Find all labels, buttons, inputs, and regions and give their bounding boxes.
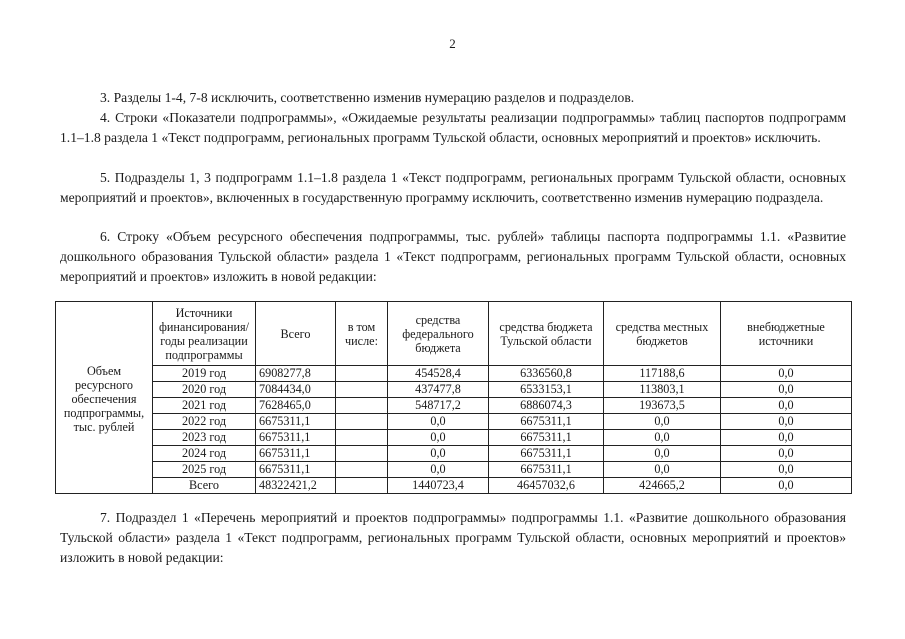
cell-federal: 0,0 [388, 446, 489, 462]
cell-empty [336, 414, 388, 430]
paragraph-4: 4. Строки «Показатели подпрограммы», «Ожидаемые результаты реализации подпрограммы» таблиц паспортов подпрограмм 1.1–1.8 раздела 1 «Текст подпрограмм, региональных программ Тульской области, основных мероприятий и проектов» исключить. [60, 110, 846, 145]
page-number: 2 [449, 36, 456, 51]
cell-regional: 6675311,1 [489, 430, 604, 446]
cell-empty [336, 430, 388, 446]
cell-regional: 6533153,1 [489, 382, 604, 398]
cell-offbudget: 0,0 [721, 478, 852, 494]
cell-empty [336, 446, 388, 462]
paragraph-6: 6. Строку «Объем ресурсного обеспечения подпрограммы, тыс. рублей» таблицы паспорта подпрограммы 1.1. «Развитие дошкольного образования Тульской области» раздела 1 «Текст подпрограмм, региональных программ Тульской области, основных мероприятий и проектов» изложить в новой редакции: [60, 229, 846, 284]
cell-regional: 6336560,8 [489, 366, 604, 382]
cell-regional: 46457032,6 [489, 478, 604, 494]
table-row [56, 446, 852, 462]
cell-local: 113803,1 [604, 382, 721, 398]
cell-empty [336, 478, 388, 494]
table-row [56, 462, 852, 478]
cell-local: 193673,5 [604, 398, 721, 414]
cell-offbudget: 0,0 [721, 366, 852, 382]
side-label-cell: Объем ресурсного обеспечения подпрограммы, тыс. рублей [56, 302, 153, 494]
cell-federal: 454528,4 [388, 366, 489, 382]
cell-federal: 548717,2 [388, 398, 489, 414]
cell-empty [336, 462, 388, 478]
cell-offbudget: 0,0 [721, 462, 852, 478]
cell-total: 6675311,1 [256, 414, 336, 430]
header-local: средства местных бюджетов [604, 302, 721, 366]
cell-regional: 6675311,1 [489, 446, 604, 462]
cell-year: Всего [153, 478, 256, 494]
cell-year: 2023 год [153, 430, 256, 446]
table-header-row [56, 302, 852, 366]
cell-local: 117188,6 [604, 366, 721, 382]
cell-offbudget: 0,0 [721, 430, 852, 446]
cell-federal: 0,0 [388, 430, 489, 446]
header-including: в том числе: [336, 302, 388, 366]
table-row [56, 414, 852, 430]
cell-total: 6675311,1 [256, 446, 336, 462]
cell-total: 7628465,0 [256, 398, 336, 414]
cell-total: 7084434,0 [256, 382, 336, 398]
cell-total: 6675311,1 [256, 462, 336, 478]
paragraph-5: 5. Подразделы 1, 3 подпрограмм 1.1–1.8 раздела 1 «Текст подпрограмм, региональных программ Тульской области, основных мероприятий и проектов», включенных в государственную программу исключить, соответственно изменив нумерацию подраздела. [60, 170, 846, 205]
cell-empty [336, 382, 388, 398]
cell-federal: 1440723,4 [388, 478, 489, 494]
cell-empty [336, 398, 388, 414]
table-row [56, 366, 852, 382]
cell-local: 0,0 [604, 430, 721, 446]
cell-local: 0,0 [604, 462, 721, 478]
header-offbudget: внебюджетные источники [721, 302, 852, 366]
cell-offbudget: 0,0 [721, 382, 852, 398]
cell-regional: 6675311,1 [489, 462, 604, 478]
table-row [56, 398, 852, 414]
cell-local: 424665,2 [604, 478, 721, 494]
cell-offbudget: 0,0 [721, 398, 852, 414]
cell-federal: 437477,8 [388, 382, 489, 398]
cell-empty [336, 366, 388, 382]
cell-total: 48322421,2 [256, 478, 336, 494]
table-row [56, 430, 852, 446]
header-sources: Источники финансирования/ годы реализации подпрограммы [153, 302, 256, 366]
cell-year: 2022 год [153, 414, 256, 430]
cell-regional: 6886074,3 [489, 398, 604, 414]
table-row [56, 478, 852, 494]
header-federal: средства федерального бюджета [388, 302, 489, 366]
cell-local: 0,0 [604, 414, 721, 430]
paragraph-3: 3. Разделы 1-4, 7-8 исключить, соответственно изменив нумерацию разделов и подразделов. [100, 90, 635, 105]
cell-local: 0,0 [604, 446, 721, 462]
cell-total: 6675311,1 [256, 430, 336, 446]
cell-regional: 6675311,1 [489, 414, 604, 430]
header-regional: средства бюджета Тульской области [489, 302, 604, 366]
header-total: Всего [256, 302, 336, 366]
table-row [56, 382, 852, 398]
resource-table [55, 301, 852, 494]
cell-total: 6908277,8 [256, 366, 336, 382]
cell-year: 2024 год [153, 446, 256, 462]
cell-offbudget: 0,0 [721, 414, 852, 430]
cell-year: 2021 год [153, 398, 256, 414]
cell-year: 2019 год [153, 366, 256, 382]
cell-federal: 0,0 [388, 462, 489, 478]
paragraph-7: 7. Подраздел 1 «Перечень мероприятий и проектов подпрограммы» подпрограммы 1.1. «Развитие дошкольного образования Тульской области» раздела 1 «Текст подпрограмм, региональных программ Тульской области, основных мероприятий и проектов» изложить в новой редакции: [60, 510, 846, 565]
cell-offbudget: 0,0 [721, 446, 852, 462]
cell-year: 2025 год [153, 462, 256, 478]
cell-year: 2020 год [153, 382, 256, 398]
cell-federal: 0,0 [388, 414, 489, 430]
